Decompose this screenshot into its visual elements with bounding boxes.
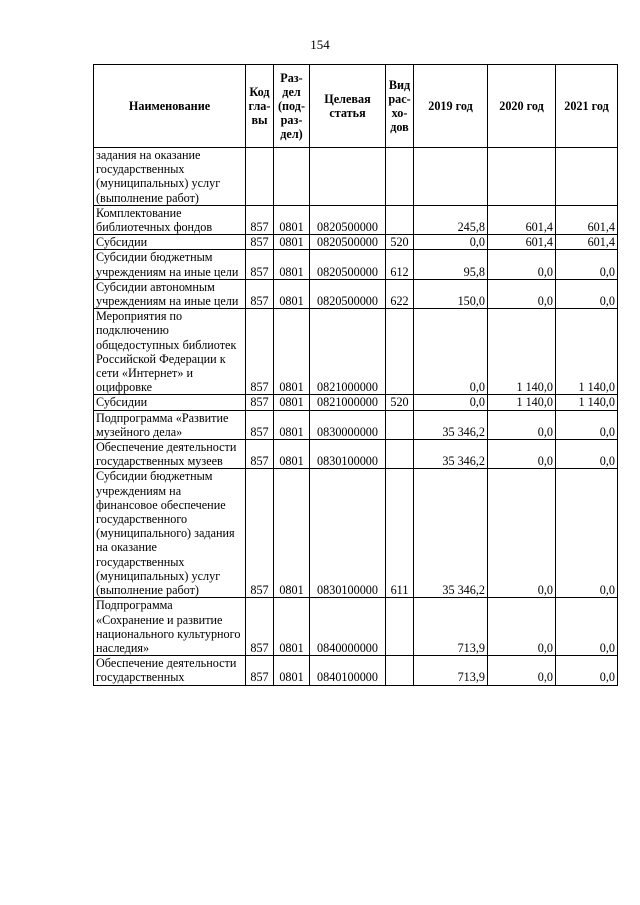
cell-2020: 0,0 — [488, 598, 556, 656]
cell-razdel: 0801 — [274, 250, 310, 279]
cell-name: задания на оказание государственных (муниципальных) услуг (выполнение работ) — [94, 148, 246, 206]
cell-2021 — [556, 148, 618, 206]
cell-2019: 35 346,2 — [414, 440, 488, 469]
cell-razdel: 0801 — [274, 235, 310, 250]
cell-2020: 601,4 — [488, 205, 556, 234]
cell-2019: 0,0 — [414, 309, 488, 395]
cell-vid: 520 — [386, 235, 414, 250]
cell-kod: 857 — [246, 469, 274, 598]
cell-razdel: 0801 — [274, 279, 310, 308]
cell-2020: 1 140,0 — [488, 395, 556, 410]
cell-celevaya: 0830000000 — [310, 410, 386, 439]
header-kod: Код гла- вы — [246, 65, 274, 148]
cell-razdel: 0801 — [274, 656, 310, 685]
table-header-row — [94, 65, 618, 148]
cell-2019: 150,0 — [414, 279, 488, 308]
cell-vid: 622 — [386, 279, 414, 308]
cell-2020: 1 140,0 — [488, 309, 556, 395]
cell-celevaya: 0820500000 — [310, 235, 386, 250]
cell-kod: 857 — [246, 309, 274, 395]
cell-2021: 0,0 — [556, 410, 618, 439]
cell-2020: 0,0 — [488, 656, 556, 685]
cell-kod — [246, 148, 274, 206]
cell-name: Субсидии автономным учреждениям на иные цели — [94, 279, 246, 308]
cell-kod: 857 — [246, 250, 274, 279]
table-row — [94, 440, 618, 469]
cell-razdel: 0801 — [274, 598, 310, 656]
cell-name: Комплектование библиотечных фондов — [94, 205, 246, 234]
cell-2019: 713,9 — [414, 598, 488, 656]
cell-celevaya: 0820500000 — [310, 205, 386, 234]
table-row — [94, 235, 618, 250]
budget-table — [93, 64, 618, 686]
table-body — [94, 148, 618, 686]
table-row — [94, 279, 618, 308]
cell-2019 — [414, 148, 488, 206]
header-2019: 2019 год — [414, 65, 488, 148]
cell-name: Подпрограмма «Развитие музейного дела» — [94, 410, 246, 439]
cell-celevaya: 0820500000 — [310, 279, 386, 308]
cell-2019: 245,8 — [414, 205, 488, 234]
table-row — [94, 410, 618, 439]
cell-razdel: 0801 — [274, 205, 310, 234]
table-row — [94, 250, 618, 279]
cell-celevaya: 0840000000 — [310, 598, 386, 656]
cell-name: Обеспечение деятельности государственных музеев — [94, 440, 246, 469]
cell-razdel — [274, 148, 310, 206]
cell-2019: 95,8 — [414, 250, 488, 279]
cell-2020: 0,0 — [488, 440, 556, 469]
cell-2021: 601,4 — [556, 235, 618, 250]
cell-2021: 0,0 — [556, 250, 618, 279]
cell-vid — [386, 205, 414, 234]
cell-vid — [386, 598, 414, 656]
cell-vid — [386, 656, 414, 685]
cell-celevaya: 0830100000 — [310, 469, 386, 598]
cell-2021: 0,0 — [556, 279, 618, 308]
cell-2020: 0,0 — [488, 250, 556, 279]
cell-kod: 857 — [246, 656, 274, 685]
cell-2021: 1 140,0 — [556, 395, 618, 410]
cell-kod: 857 — [246, 279, 274, 308]
cell-2019: 35 346,2 — [414, 469, 488, 598]
cell-vid: 611 — [386, 469, 414, 598]
cell-celevaya: 0821000000 — [310, 395, 386, 410]
table-row — [94, 598, 618, 656]
cell-2021: 0,0 — [556, 656, 618, 685]
cell-2019: 0,0 — [414, 235, 488, 250]
cell-vid — [386, 309, 414, 395]
cell-name: Субсидии — [94, 395, 246, 410]
cell-razdel: 0801 — [274, 309, 310, 395]
cell-2020: 0,0 — [488, 279, 556, 308]
header-razdel: Раз- дел (под- раз- дел) — [274, 65, 310, 148]
cell-name: Субсидии бюджетным учреждениям на финансовое обеспечение государственного (муниципального) задания на оказание государственных (муниципальных) услуг (выполнение работ) — [94, 469, 246, 598]
cell-celevaya: 0820500000 — [310, 250, 386, 279]
cell-celevaya — [310, 148, 386, 206]
cell-vid: 520 — [386, 395, 414, 410]
cell-name: Обеспечение деятельности государственных — [94, 656, 246, 685]
cell-2020: 0,0 — [488, 410, 556, 439]
header-2021: 2021 год — [556, 65, 618, 148]
cell-kod: 857 — [246, 205, 274, 234]
cell-2019: 0,0 — [414, 395, 488, 410]
cell-2020 — [488, 148, 556, 206]
table-row — [94, 205, 618, 234]
cell-kod: 857 — [246, 410, 274, 439]
cell-kod: 857 — [246, 235, 274, 250]
cell-celevaya: 0840100000 — [310, 656, 386, 685]
cell-kod: 857 — [246, 440, 274, 469]
header-2020: 2020 год — [488, 65, 556, 148]
cell-2021: 0,0 — [556, 469, 618, 598]
cell-razdel: 0801 — [274, 395, 310, 410]
cell-kod: 857 — [246, 598, 274, 656]
table-row — [94, 395, 618, 410]
table-row — [94, 469, 618, 598]
cell-razdel: 0801 — [274, 410, 310, 439]
cell-2021: 1 140,0 — [556, 309, 618, 395]
cell-name: Подпрограмма «Сохранение и развитие национального культурного наследия» — [94, 598, 246, 656]
cell-name: Субсидии — [94, 235, 246, 250]
cell-kod: 857 — [246, 395, 274, 410]
table-row — [94, 656, 618, 685]
cell-vid — [386, 440, 414, 469]
table-row — [94, 309, 618, 395]
cell-2020: 0,0 — [488, 469, 556, 598]
cell-2021: 0,0 — [556, 440, 618, 469]
cell-vid: 612 — [386, 250, 414, 279]
cell-2021: 0,0 — [556, 598, 618, 656]
cell-vid — [386, 148, 414, 206]
cell-razdel: 0801 — [274, 469, 310, 598]
cell-vid — [386, 410, 414, 439]
cell-2019: 713,9 — [414, 656, 488, 685]
cell-2020: 601,4 — [488, 235, 556, 250]
table-row — [94, 148, 618, 206]
header-celevaya: Целевая статья — [310, 65, 386, 148]
cell-name: Мероприятия по подключению общедоступных библиотек Российской Федерации к сети «Интернет» и оцифровке — [94, 309, 246, 395]
cell-razdel: 0801 — [274, 440, 310, 469]
header-vid: Вид рас- хо- дов — [386, 65, 414, 148]
cell-name: Субсидии бюджетным учреждениям на иные цели — [94, 250, 246, 279]
page-number: 154 — [310, 37, 330, 52]
cell-2019: 35 346,2 — [414, 410, 488, 439]
cell-celevaya: 0821000000 — [310, 309, 386, 395]
cell-celevaya: 0830100000 — [310, 440, 386, 469]
cell-2021: 601,4 — [556, 205, 618, 234]
header-name: Наименование — [94, 65, 246, 148]
